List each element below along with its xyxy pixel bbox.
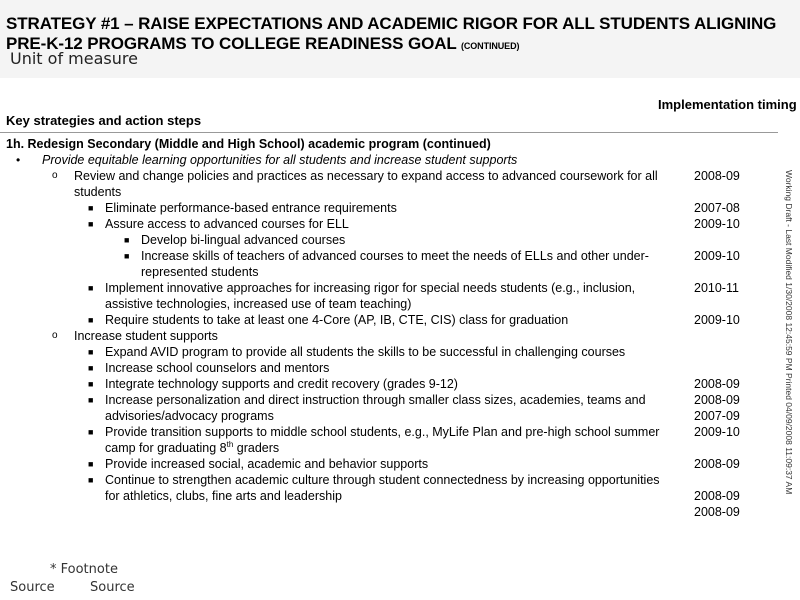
column-header-implementation-timing: Implementation timing	[658, 97, 797, 112]
list-item	[0, 232, 660, 248]
list-item	[0, 424, 660, 456]
column-header-key-strategies: Key strategies and action steps	[6, 113, 202, 128]
list-item	[0, 472, 660, 504]
source-label: Source	[10, 580, 55, 595]
timing-value: 2009-10	[694, 249, 740, 263]
square-bullet-icon: ■	[88, 395, 94, 405]
list-item	[0, 152, 660, 168]
header-divider	[0, 132, 778, 133]
square-bullet-icon: ■	[88, 203, 94, 213]
square-bullet-icon: ■	[88, 283, 94, 293]
square-bullet-icon: ■	[88, 363, 94, 373]
list-item-text: Implement innovative approaches for increasing rigor for special needs students (e.g., inclusion, assistive technologies, increased use of team teaching)	[105, 281, 636, 311]
list-item-text: Eliminate performance-based entrance requirements	[105, 201, 397, 215]
list-item	[0, 248, 660, 280]
timing-value: 2007-09	[694, 409, 740, 423]
square-bullet-icon: ■	[124, 251, 130, 261]
bullet-icon: •	[16, 153, 21, 167]
list-item-text: Review and change policies and practices as necessary to expand access to advanced coursework for all students	[74, 169, 658, 199]
timing-value: 2008-09	[694, 505, 740, 519]
square-bullet-icon: ■	[88, 475, 94, 485]
timing-value: 2008-09	[694, 457, 740, 471]
list-item	[0, 200, 660, 216]
list-item	[0, 328, 660, 344]
list-item-text: Assure access to advanced courses for ELL	[105, 217, 349, 231]
timing-value: 2008-09	[694, 169, 740, 183]
square-bullet-icon: ■	[88, 459, 94, 469]
timing-value: 2009-10	[694, 313, 740, 327]
circle-bullet-icon: o	[52, 170, 58, 181]
list-item	[0, 344, 660, 360]
timing-value: 2008-09	[694, 489, 740, 503]
list-item-text: Increase school counselors and mentors	[105, 361, 330, 375]
square-bullet-icon: ■	[88, 347, 94, 357]
list-item-text: Provide transition supports to middle school students, e.g., MyLife Plan and pre-high school summer camp for graduating 8th graders	[105, 425, 660, 455]
circle-bullet-icon: o	[52, 330, 58, 341]
draft-timestamp-note: Working Draft - Last Modified 1/30/2008 12:45:59 PM Printed 04/09/2008 11:09:37 AM	[784, 170, 794, 495]
source-label: Source	[90, 580, 135, 595]
list-item-text: Expand AVID program to provide all students the skills to be successful in challenging courses	[105, 345, 626, 359]
timing-value: 2010-11	[694, 281, 739, 295]
timing-value: 2009-10	[694, 425, 740, 439]
square-bullet-icon: ■	[88, 219, 94, 229]
list-item	[0, 376, 660, 392]
list-item	[0, 216, 660, 232]
list-item	[0, 456, 660, 472]
list-item-text: Integrate technology supports and credit recovery (grades 9-12)	[105, 377, 458, 391]
list-item-text: Continue to strengthen academic culture through student connectedness by increasing opportunities for athletics, clubs, fine arts and leadership	[105, 473, 660, 503]
list-item-text: Increase skills of teachers of advanced courses to meet the needs of ELLs and other under-represented students	[141, 249, 649, 279]
list-item	[0, 392, 660, 424]
list-item-text: Increase student supports	[74, 329, 218, 343]
list-item	[0, 168, 660, 200]
timing-value: 2008-09	[694, 377, 740, 391]
section-heading: 1h. Redesign Secondary (Middle and High School) academic program (continued)	[6, 137, 491, 151]
timing-value: 2008-09	[694, 393, 740, 407]
title-main: STRATEGY #1 – RAISE EXPECTATIONS AND ACADEMIC RIGOR FOR ALL STUDENTS ALIGNING PRE-K-12 PROGRAMS TO COLLEGE READINESS GOAL	[6, 14, 777, 53]
unit-of-measure: Unit of measure	[10, 49, 138, 68]
list-item-text: Increase personalization and direct instruction through smaller class sizes, academies, teams and advisories/advocacy programs	[105, 393, 646, 423]
list-item-text: Require students to take at least one 4-Core (AP, IB, CTE, CIS) class for graduation	[105, 313, 569, 327]
list-item	[0, 280, 660, 312]
list-item-text: Provide equitable learning opportunities for all students and increase student supports	[42, 153, 518, 167]
title-suffix: (CONTINUED)	[460, 41, 520, 51]
list-item-text: Develop bi-lingual advanced courses	[141, 233, 346, 247]
list-item	[0, 312, 660, 328]
implementation-timing-column	[694, 168, 754, 520]
list-item-text: Provide increased social, academic and behavior supports	[105, 457, 429, 471]
list-item	[0, 360, 660, 376]
square-bullet-icon: ■	[88, 379, 94, 389]
square-bullet-icon: ■	[88, 315, 94, 325]
square-bullet-icon: ■	[88, 427, 94, 437]
strategy-list	[0, 136, 660, 504]
square-bullet-icon: ■	[124, 235, 130, 245]
timing-value: 2007-08	[694, 201, 740, 215]
timing-value: 2009-10	[694, 217, 740, 231]
footnote: * Footnote	[50, 562, 118, 577]
